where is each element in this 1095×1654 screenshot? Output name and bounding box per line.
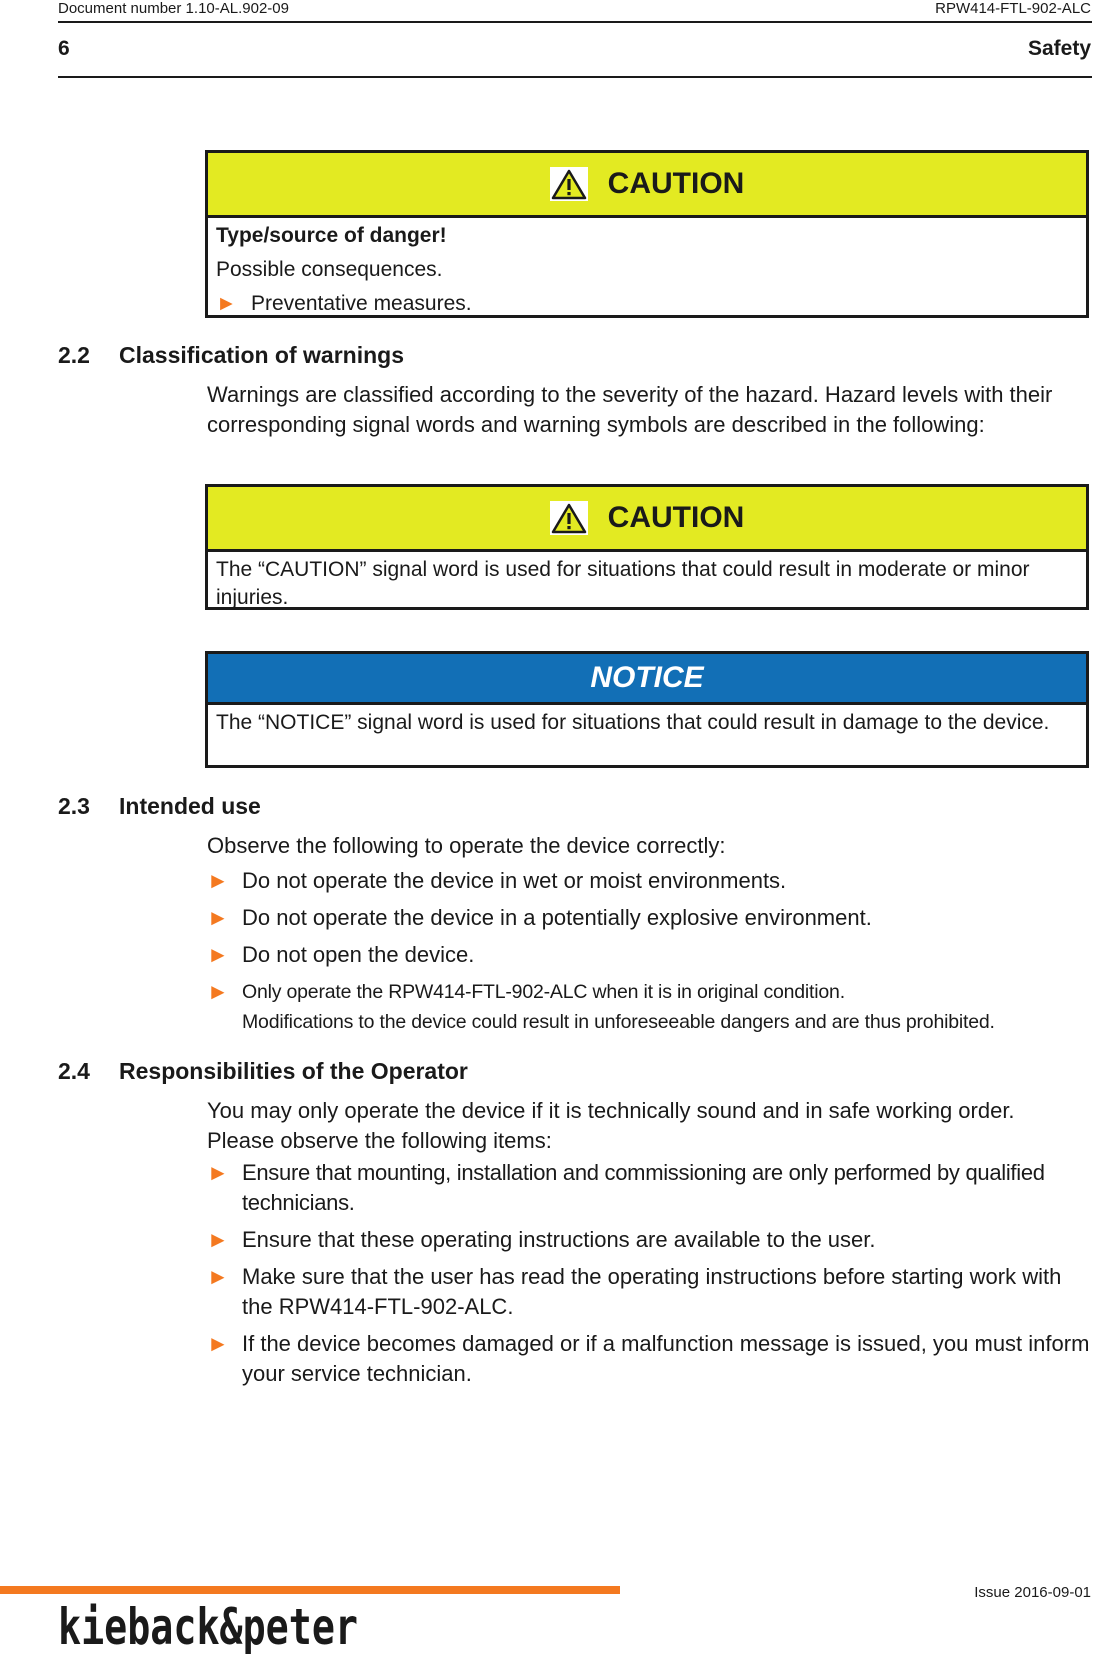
paragraph: Observe the following to operate the device correctly: [207, 833, 726, 858]
arrow-bullet-icon: ► [207, 1331, 229, 1356]
kieback-peter-logo [58, 1600, 358, 1654]
paragraph-line: You may only operate the device if it is technically sound and in safe working order. [207, 1098, 1015, 1123]
arrow-bullet-icon: ► [207, 1160, 229, 1185]
section-title: Classification of warnings [119, 342, 404, 368]
paragraph-line: Please observe the following items: [207, 1128, 552, 1153]
caution-header [208, 153, 1086, 218]
logo-text: kieback&peter [58, 1598, 358, 1654]
caution-box [205, 484, 1089, 610]
header-rule-top [58, 21, 1092, 23]
product-code: RPW414-FTL-902-ALC [935, 0, 1091, 17]
section-2-4-heading [58, 1058, 468, 1085]
section-2-3-intro [207, 831, 1087, 861]
list-item-text: Make sure that the user has read the operating instructions before starting work with the RPW414-FTL-902-ALC. [242, 1264, 1062, 1319]
list-item-text [242, 977, 1092, 1037]
arrow-bullet-icon: ► [207, 979, 229, 1004]
chapter-title: Safety [1027, 37, 1091, 60]
list-item [207, 1262, 1092, 1322]
warning-triangle-icon [550, 167, 588, 201]
danger-title: Type/source of danger! [216, 224, 447, 247]
section-number: 2.2 [58, 342, 90, 368]
notice-signal-word: NOTICE [590, 661, 704, 694]
arrow-bullet-icon: ► [207, 905, 229, 930]
operator-responsibilities-list [207, 1158, 1092, 1396]
section-2-3-heading [58, 793, 261, 820]
danger-consequence: Possible consequences. [216, 258, 443, 281]
caution-header [208, 487, 1086, 552]
list-item-text: Do not operate the device in wet or moist environments. [242, 868, 787, 893]
caution-signal-word: CAUTION [607, 501, 745, 534]
danger-measure-item [216, 290, 1078, 318]
header-rule-bottom [58, 76, 1092, 78]
list-item-text: Ensure that mounting, installation and commissioning are only performed by qualified technicians. [242, 1160, 1045, 1215]
list-item-line: Only operate the RPW414-FTL-902-ALC when it is in original condition. [242, 981, 845, 1003]
danger-measure-text: Preventative measures. [251, 292, 472, 315]
list-item-text: If the device becomes damaged or if a malfunction message is issued, you must inform your service technician. [242, 1331, 1090, 1386]
issue-date: Issue 2016-09-01 [974, 1584, 1091, 1601]
section-2-2-heading [58, 342, 404, 369]
list-item [207, 1158, 1092, 1218]
list-item [207, 977, 1092, 1037]
arrow-bullet-icon: ► [207, 1264, 229, 1289]
warning-triangle-icon [550, 501, 588, 535]
footer-orange-bar [0, 1586, 620, 1594]
paragraph: Warnings are classified according to the severity of the hazard. Hazard levels with their corresponding signal words and warning symbols are described in the following: [207, 382, 1053, 437]
list-item-line: Modifications to the device could result in unforeseeable dangers and are thus prohibited. [242, 1011, 995, 1033]
chapter-number: 6 [58, 37, 70, 60]
list-item-text: Do not open the device. [242, 942, 475, 967]
arrow-bullet-icon: ► [216, 292, 237, 315]
list-item-text: Do not operate the device in a potentially explosive environment. [242, 905, 872, 930]
notice-description: The “NOTICE” signal word is used for situations that could result in damage to the device. [216, 711, 1050, 734]
section-number: 2.3 [58, 793, 90, 819]
arrow-bullet-icon: ► [207, 942, 229, 967]
list-item [207, 1225, 1092, 1255]
list-item [207, 940, 1092, 970]
notice-box [205, 651, 1089, 768]
caution-description: The “CAUTION” signal word is used for situations that could result in moderate or minor injuries. [216, 558, 1030, 609]
caution-signal-word: CAUTION [607, 167, 745, 200]
section-2-2-text [207, 380, 1087, 440]
doc-number: Document number 1.10-AL.902-09 [58, 0, 289, 17]
section-title: Responsibilities of the Operator [119, 1058, 468, 1084]
caution-box-template [205, 150, 1089, 318]
intended-use-list [207, 866, 1092, 1044]
list-item [207, 1329, 1092, 1389]
list-item-text: Ensure that these operating instructions are available to the user. [242, 1227, 876, 1252]
notice-header [208, 654, 1086, 705]
section-title: Intended use [119, 793, 261, 819]
list-item [207, 903, 1092, 933]
section-2-4-intro [207, 1096, 1087, 1156]
arrow-bullet-icon: ► [207, 1227, 229, 1252]
list-item [207, 866, 1092, 896]
arrow-bullet-icon: ► [207, 868, 229, 893]
section-number: 2.4 [58, 1058, 90, 1084]
